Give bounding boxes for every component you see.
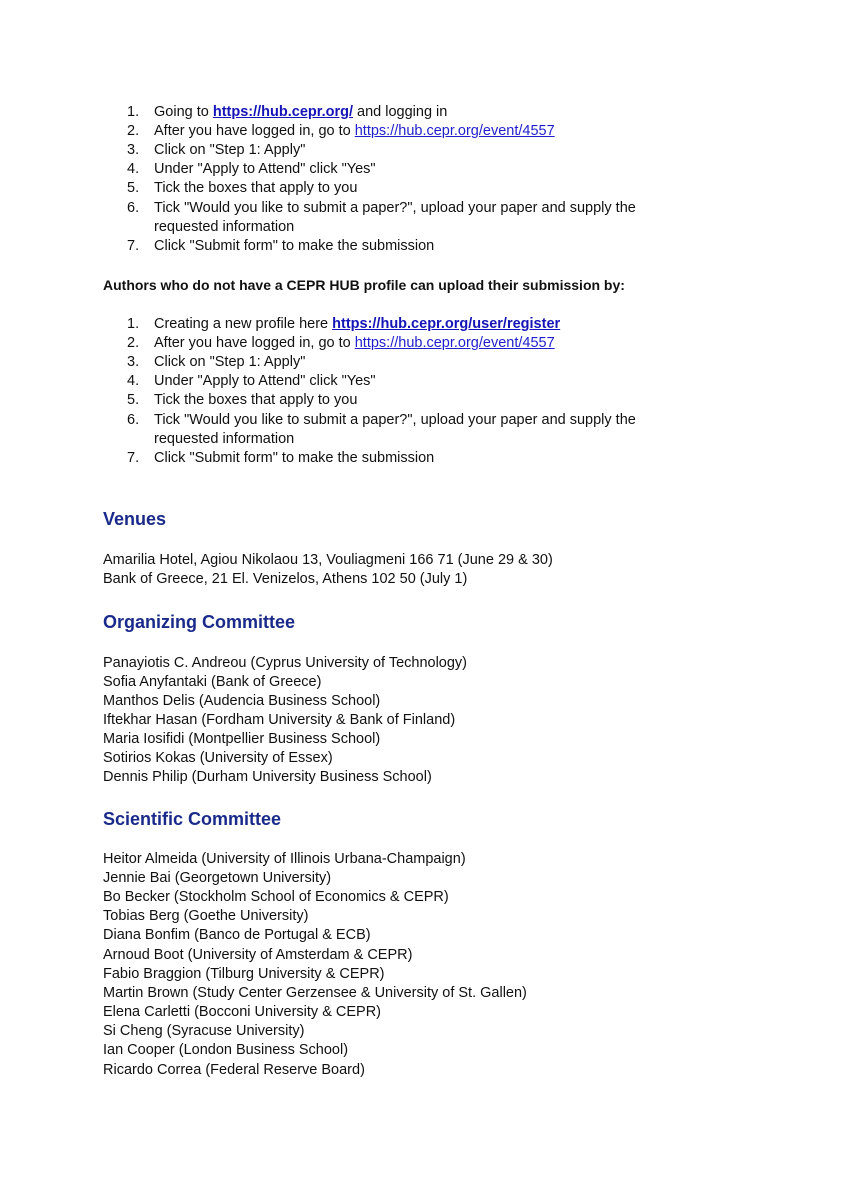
list-item: Tick the boxes that apply to you bbox=[154, 392, 358, 408]
list-number: 6. bbox=[127, 412, 140, 428]
list-item: Under "Apply to Attend" click "Yes" bbox=[154, 373, 376, 389]
list-item: Click "Submit form" to make the submission bbox=[154, 450, 435, 466]
committee-member: Diana Bonfim (Banco de Portugal & ECB) bbox=[103, 927, 371, 943]
venues-heading: Venues bbox=[103, 509, 167, 529]
committee-member: Dennis Philip (Durham University Business School) bbox=[103, 769, 432, 785]
list-item: Tick the boxes that apply to you bbox=[154, 180, 358, 196]
committee-member: Sofia Anyfantaki (Bank of Greece) bbox=[103, 674, 322, 690]
committee-member: Manthos Delis (Audencia Business School) bbox=[103, 693, 381, 709]
committee-member: Si Cheng (Syracuse University) bbox=[103, 1023, 305, 1039]
committee-member: Arnoud Boot (University of Amsterdam & CEPR) bbox=[103, 947, 413, 963]
list-item: After you have logged in, go to https://hub.cepr.org/event/4557 bbox=[154, 123, 555, 139]
event-link[interactable]: https://hub.cepr.org/event/4557 bbox=[354, 123, 555, 139]
list-number: 5. bbox=[127, 180, 140, 196]
committee-member: Bo Becker (Stockholm School of Economics & CEPR) bbox=[103, 889, 449, 905]
list-item: After you have logged in, go to https://hub.cepr.org/event/4557 bbox=[154, 335, 555, 351]
committee-member: Jennie Bai (Georgetown University) bbox=[103, 870, 332, 886]
list-number: 6. bbox=[127, 200, 140, 216]
committee-member: Sotirios Kokas (University of Essex) bbox=[103, 750, 333, 766]
register-link[interactable]: https://hub.cepr.org/user/register bbox=[332, 316, 561, 332]
list-item-continued: requested information bbox=[154, 219, 295, 235]
committee-member: Heitor Almeida (University of Illinois Urbana-Champaign) bbox=[103, 851, 466, 867]
list-number: 1. bbox=[127, 316, 140, 332]
list-item: Going to https://hub.cepr.org/ and logging in bbox=[154, 104, 448, 120]
venue-line: Amarilia Hotel, Agiou Nikolaou 13, Vouliagmeni 166 71 (June 29 & 30) bbox=[103, 552, 553, 568]
list-number: 7. bbox=[127, 450, 140, 466]
list-number: 1. bbox=[127, 104, 140, 120]
list-number: 2. bbox=[127, 123, 140, 139]
committee-member: Elena Carletti (Bocconi University & CEPR) bbox=[103, 1004, 382, 1020]
committee-member: Panayiotis C. Andreou (Cyprus University of Technology) bbox=[103, 655, 468, 671]
committee-member: Ian Cooper (London Business School) bbox=[103, 1042, 349, 1058]
scientific-committee-heading: Scientific Committee bbox=[103, 809, 282, 829]
list-item: Click on "Step 1: Apply" bbox=[154, 142, 306, 158]
committee-member: Tobias Berg (Goethe University) bbox=[103, 908, 309, 924]
list-number: 7. bbox=[127, 238, 140, 254]
list-number: 5. bbox=[127, 392, 140, 408]
organizing-committee-heading: Organizing Committee bbox=[103, 612, 296, 632]
committee-member: Fabio Braggion (Tilburg University & CEPR) bbox=[103, 966, 385, 982]
list-item: Creating a new profile here https://hub.cepr.org/user/register bbox=[154, 316, 561, 332]
list-item: Click on "Step 1: Apply" bbox=[154, 354, 306, 370]
committee-member: Martin Brown (Study Center Gerzensee & University of St. Gallen) bbox=[103, 985, 527, 1001]
committee-member: Maria Iosifidi (Montpellier Business School) bbox=[103, 731, 381, 747]
venue-line: Bank of Greece, 21 El. Venizelos, Athens 102 50 (July 1) bbox=[103, 571, 468, 587]
list-number: 4. bbox=[127, 373, 140, 389]
hub-home-link[interactable]: https://hub.cepr.org/ bbox=[212, 104, 354, 120]
committee-member: Iftekhar Hasan (Fordham University & Bank of Finland) bbox=[103, 712, 456, 728]
list-item: Tick "Would you like to submit a paper?", upload your paper and supply the bbox=[154, 200, 636, 216]
committee-member: Ricardo Correa (Federal Reserve Board) bbox=[103, 1062, 365, 1078]
list-number: 2. bbox=[127, 335, 140, 351]
list-number: 3. bbox=[127, 354, 140, 370]
event-link[interactable]: https://hub.cepr.org/event/4557 bbox=[354, 335, 555, 351]
list-number: 3. bbox=[127, 142, 140, 158]
list-item: Under "Apply to Attend" click "Yes" bbox=[154, 161, 376, 177]
list-item: Click "Submit form" to make the submission bbox=[154, 238, 435, 254]
list-item-continued: requested information bbox=[154, 431, 295, 447]
authors-heading: Authors who do not have a CEPR HUB profile can upload their submission by: bbox=[103, 277, 625, 293]
list-item: Tick "Would you like to submit a paper?", upload your paper and supply the bbox=[154, 412, 636, 428]
list-number: 4. bbox=[127, 161, 140, 177]
